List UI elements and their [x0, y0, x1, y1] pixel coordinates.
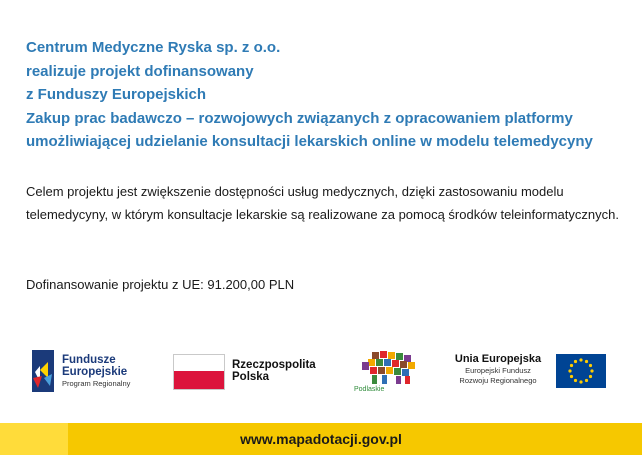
heading-project-title-2: umożliwiającej udzielanie konsultacji lekarskich online w modelu telemedycyny	[26, 133, 593, 150]
project-description: Celem projektu jest zwiększenie dostępności usług medycznych, dzięki zastosowaniu modelu telemedycyny, w którym konsultacje lekarskie są realizowane za pomocą środków teleinformatycznych.	[26, 184, 619, 222]
project-heading	[26, 36, 636, 154]
ue-line1: Unia Europejska	[454, 353, 542, 365]
podlaskie-logo	[350, 350, 426, 394]
footer-website-link[interactable]: www.mapadotacji.gov.pl	[240, 431, 402, 447]
logo-bar	[0, 340, 642, 400]
eu-flag-icon	[556, 354, 606, 388]
bison-mosaic-icon	[350, 350, 426, 386]
ue-line3: Rozwoju Regionalnego	[459, 376, 537, 385]
rp-line1: Rzeczpospolita	[232, 359, 316, 371]
fe-logo-line3: Program Regionalny	[62, 379, 131, 388]
rzeczpospolita-polska-logo	[232, 359, 316, 383]
fe-logo-line2: Europejskie	[62, 366, 128, 378]
footer-bar	[0, 423, 642, 455]
unia-europejska-logo-text	[448, 353, 548, 386]
funding-amount: Dofinansowanie projektu z UE: 91.200,00 PLN	[26, 277, 295, 292]
fe-logo-line1: Fundusze	[62, 354, 116, 366]
eu-stars-icon	[556, 354, 606, 388]
heading-line-3: z Funduszy Europejskich	[26, 86, 207, 103]
ue-line2: Europejski Fundusz	[465, 366, 531, 375]
heading-line-2: realizuje projekt dofinansowany	[26, 62, 254, 80]
heading-company: Centrum Medyczne Ryska sp. z o.o.	[26, 39, 281, 56]
rp-line2: Polska	[232, 371, 270, 383]
podlaskie-label: Podlaskie	[354, 386, 385, 393]
polish-flag	[173, 354, 225, 390]
fundusze-europejskie-logo	[30, 348, 150, 394]
heading-project-title-1: Zakup prac badawczo – rozwojowych związanych z opracowaniem platformy	[26, 109, 573, 127]
fundusze-europejskie-icon	[30, 348, 58, 394]
